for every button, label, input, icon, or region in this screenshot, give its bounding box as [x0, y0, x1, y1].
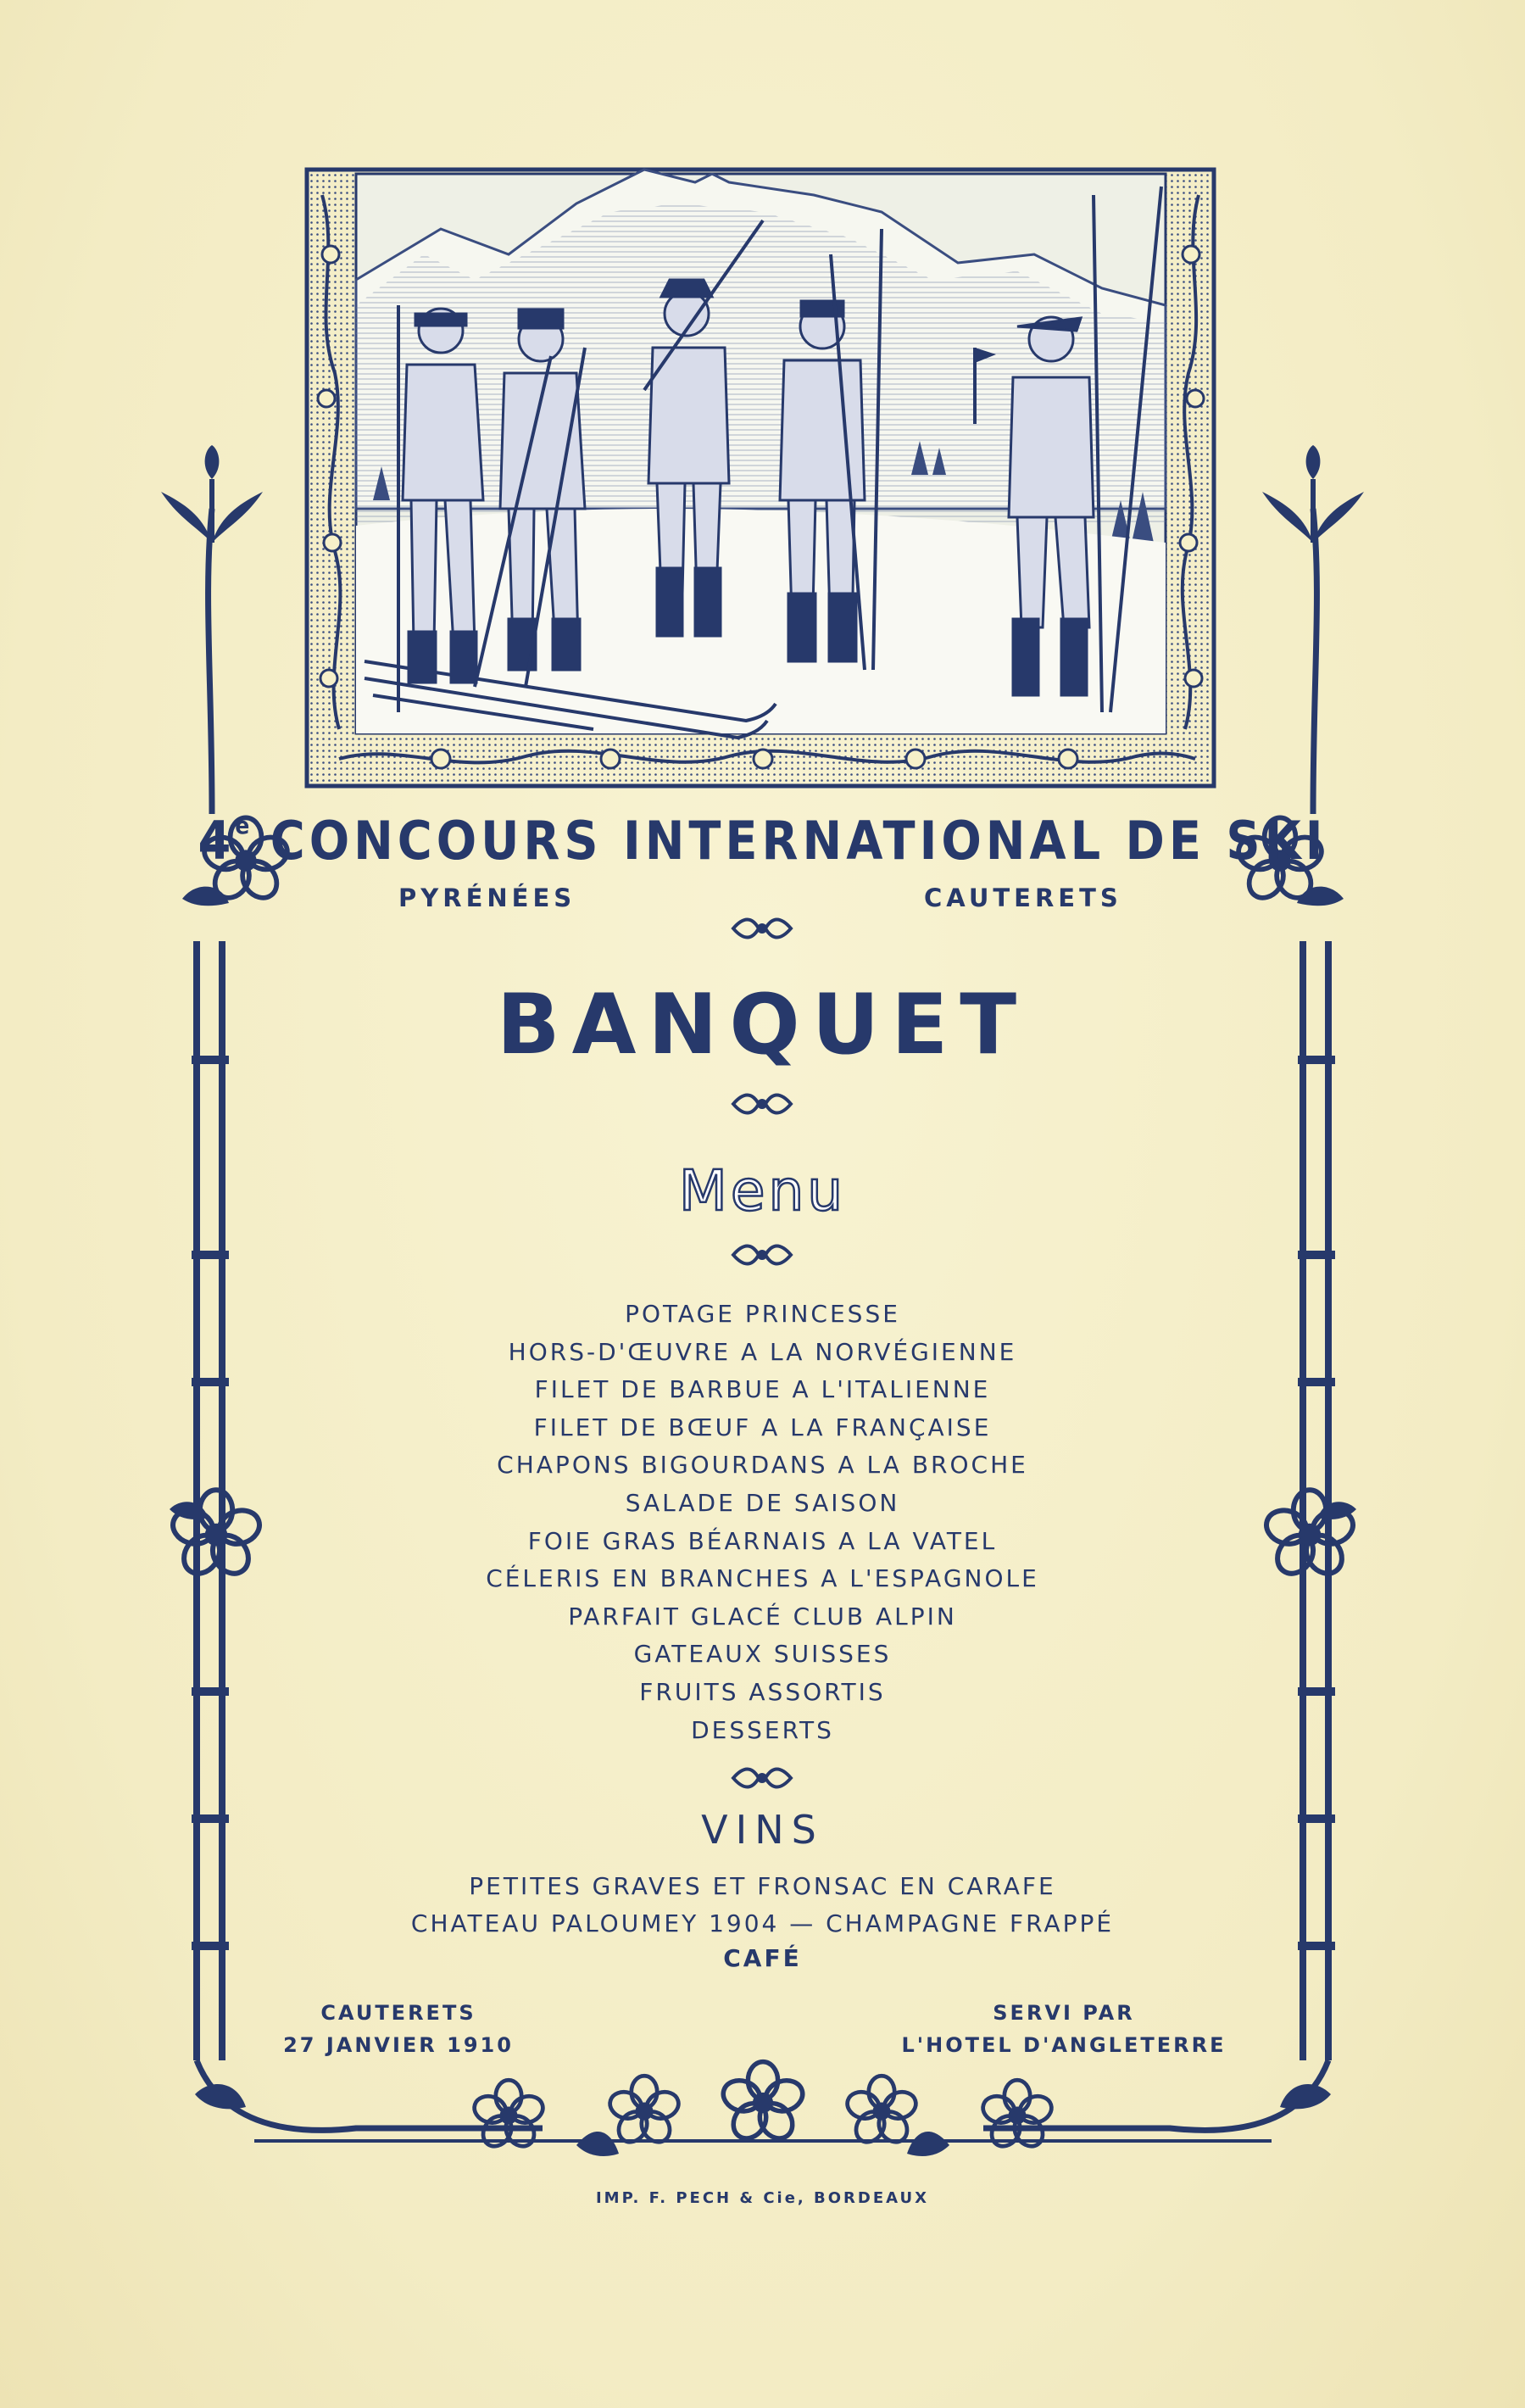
wine-item: PETITES GRAVES ET FRONSAC EN CARAFE — [469, 1872, 1056, 1900]
printer-credit: IMP. F. PECH & Cie, BORDEAUX — [595, 2189, 930, 2207]
served-by-label: SERVI PAR — [993, 2001, 1135, 2025]
region-label: PYRÉNÉES — [398, 883, 576, 912]
wines-heading: VINS — [701, 1807, 824, 1853]
dish-item: HORS-D'ŒUVRE A LA NORVÉGIENNE — [508, 1337, 1017, 1366]
banquet-heading: BANQUET — [496, 977, 1029, 1073]
dish-item: CÉLERIS EN BRANCHES A L'ESPAGNOLE — [486, 1564, 1039, 1593]
place-date — [254, 1997, 543, 2061]
wine-list — [0, 1868, 1525, 1943]
dish-item: CHAPONS BIGOURDANS A LA BROCHE — [497, 1451, 1028, 1480]
dish-item: DESSERTS — [691, 1715, 834, 1744]
dish-item: PARFAIT GLACÉ CLUB ALPIN — [568, 1602, 957, 1630]
hotel-name: L'HOTEL D'ANGLETERRE — [901, 2033, 1227, 2057]
dish-item: SALADE DE SAISON — [625, 1488, 900, 1517]
place-label: CAUTERETS — [320, 2001, 476, 2025]
dish-item: FRUITS ASSORTIS — [639, 1677, 886, 1706]
coffee-line: CAFÉ — [723, 1944, 802, 1972]
dish-item: FILET DE BARBUE A L'ITALIENNE — [534, 1375, 991, 1404]
dish-item: GATEAUX SUISSES — [633, 1640, 892, 1669]
menu-heading: Menu — [678, 1158, 847, 1224]
town-label: CAUTERETS — [924, 883, 1122, 912]
dish-item: FILET DE BŒUF A LA FRANÇAISE — [533, 1413, 992, 1441]
dish-list — [0, 1296, 1525, 1749]
dish-item: POTAGE PRINCESSE — [625, 1300, 900, 1328]
dish-item: FOIE GRAS BÉARNAIS A LA VATEL — [527, 1526, 998, 1555]
wine-item: CHATEAU PALOUMEY 1904 — CHAMPAGNE FRAPPÉ — [410, 1909, 1115, 1937]
caterer — [886, 1997, 1242, 2061]
competition-title: 4e CONCOURS INTERNATIONAL DE SKI — [198, 810, 1327, 872]
date-label: 27 JANVIER 1910 — [283, 2033, 514, 2057]
